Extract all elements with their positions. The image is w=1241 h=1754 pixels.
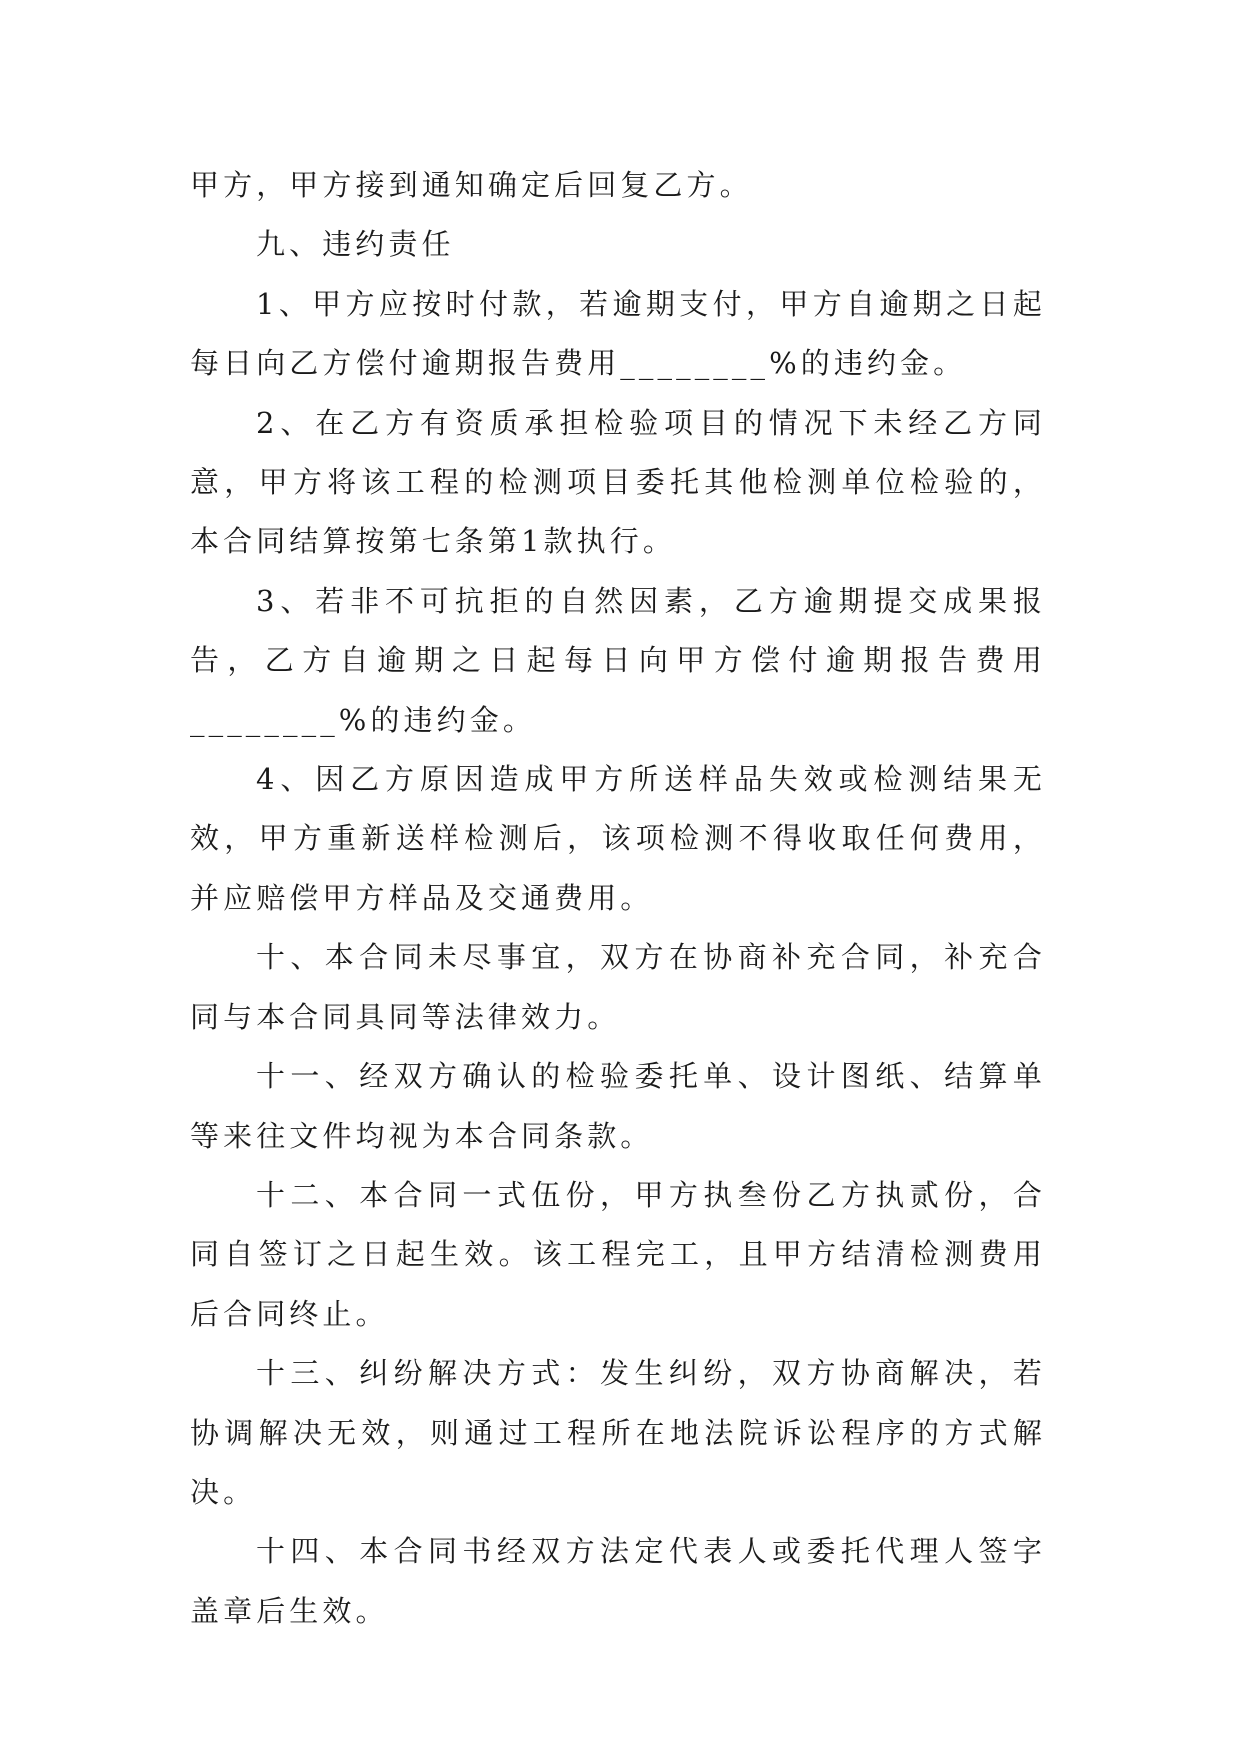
- clause-sample-invalidation: 4、因乙方原因造成甲方所送样品失效或检测结果无效，甲方重新送样检测后，该项检测不得收取任何费用，并应赔偿甲方样品及交通费用。: [190, 762, 1046, 915]
- clause-late-report: 3、若非不可抗拒的自然因素，乙方逾期提交成果报告，乙方自逾期之日起每日向甲方偿付逾期报告费用________%的违约金。: [190, 583, 1046, 737]
- section-signature-effect: 十四、本合同书经双方法定代表人或委托代理人签字盖章后生效。: [190, 1534, 1046, 1628]
- section-copies-and-effect: 十二、本合同一式伍份，甲方执叁份乙方执贰份，合同自签订之日起生效。该工程完工，且甲方结清检测费用后合同终止。: [190, 1177, 1046, 1331]
- paragraph-continuation: 甲方，甲方接到通知确定后回复乙方。: [190, 168, 753, 202]
- section-contract-documents: 十一、经双方确认的检验委托单、设计图纸、结算单等来往文件均视为本合同条款。: [190, 1059, 1046, 1153]
- section-dispute-resolution: 十三、纠纷解决方式：发生纠纷，双方协商解决，若协调解决无效，则通过工程所在地法院诉讼程序的方式解决。: [190, 1356, 1046, 1509]
- clause-late-payment: 1、甲方应按时付款，若逾期支付，甲方自逾期之日起每日向乙方偿付逾期报告费用________%的违约金。: [190, 286, 1046, 381]
- section-heading-breach-liability: 九、违约责任: [256, 227, 455, 262]
- clause-unauthorized-delegation: 2、在乙方有资质承担检验项目的情况下未经乙方同意，甲方将该工程的检测项目委托其他检测单位检验的，本合同结算按第七条第1款执行。: [190, 405, 1046, 559]
- contract-body: [190, 156, 1046, 1641]
- section-supplementary-contract: 十、本合同未尽事宜，双方在协商补充合同，补充合同与本合同具同等法律效力。: [190, 940, 1046, 1034]
